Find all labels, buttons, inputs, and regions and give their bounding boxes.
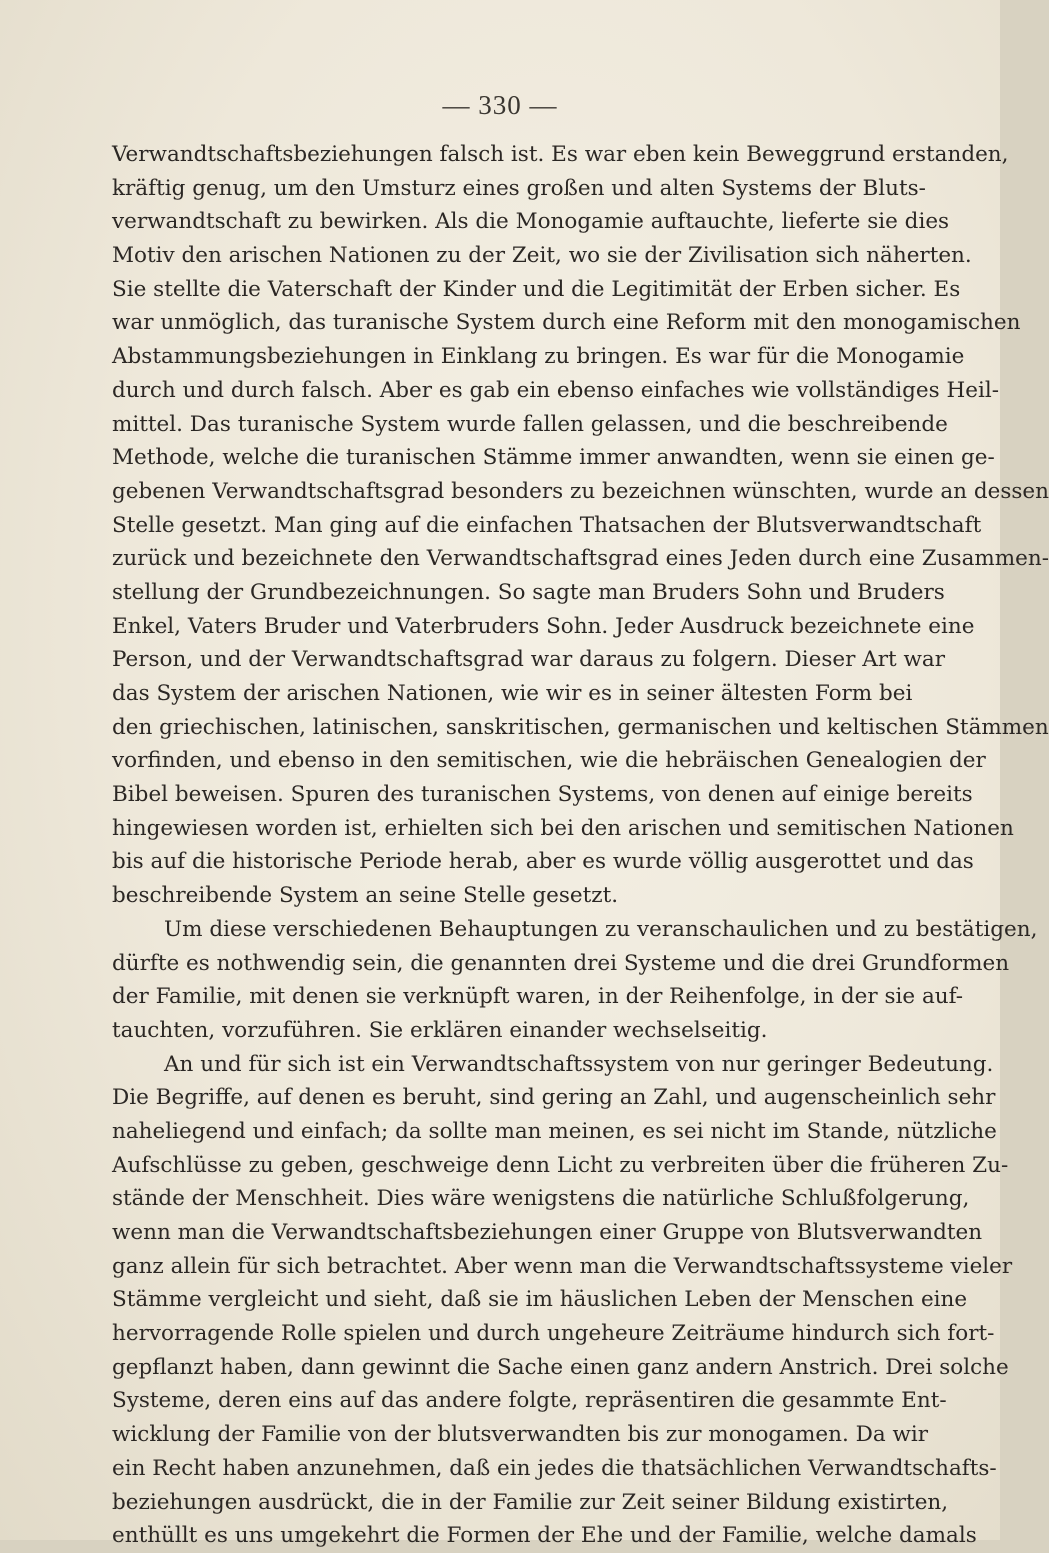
text-line: Enkel, Vaters Bruder und Vaterbruders Sohn. Jeder Ausdruck bezeichnete eine bbox=[112, 613, 975, 639]
text-line: gebenen Verwandtschaftsgrad besonders zu bezeichnen wünschten, wurde an dessen bbox=[112, 478, 1049, 504]
text-line: dürfte es nothwendig sein, die genannten drei Systeme und die drei Grundformen bbox=[112, 950, 1010, 976]
text-line: stände der Menschheit. Dies wäre wenigstens die natürliche Schlußfolgerung, bbox=[112, 1186, 970, 1212]
text-line: tauchten, vorzuführen. Sie erklären einander wechselseitig. bbox=[112, 1017, 768, 1043]
text-line: Stämme vergleicht und sieht, daß sie im häuslichen Leben der Menschen eine bbox=[112, 1287, 968, 1313]
text-line: Systeme, deren eins auf das andere folgte, repräsentiren die gesammte Ent- bbox=[112, 1388, 947, 1414]
text-line: hingewiesen worden ist, erhielten sich bei den arischen und semitischen Nationen bbox=[112, 815, 1014, 841]
text-line: Methode, welche die turanischen Stämme immer anwandten, wenn sie einen ge- bbox=[112, 445, 995, 471]
text-line: das System der arischen Nationen, wie wir es in seiner ältesten Form bei bbox=[112, 681, 913, 706]
text-line: Aufschlüsse zu geben, geschweige denn Licht zu verbreiten über die früheren Zu- bbox=[112, 1152, 1009, 1178]
text-line: kräftig genug, um den Umsturz eines großen und alten Systems der Bluts- bbox=[112, 175, 926, 201]
text-line: der Familie, mit denen sie verknüpft waren, in der Reihenfolge, in der sie auf- bbox=[112, 984, 964, 1010]
text-line: den griechischen, latinischen, sanskritischen, germanischen und keltischen Stämmen bbox=[112, 714, 1049, 740]
text-line: naheliegend und einfach; da sollte man meinen, es sei nicht im Stande, nützliche bbox=[112, 1118, 997, 1144]
text-line: Die Begriffe, auf denen es beruht, sind gering an Zahl, und augenscheinlich sehr bbox=[112, 1085, 996, 1111]
text-line: ein Recht haben anzunehmen, daß ein jedes die thatsächlichen Verwandtschafts- bbox=[112, 1455, 997, 1481]
text-line: bis auf die historische Periode herab, aber es wurde völlig ausgerottet und das bbox=[112, 849, 974, 875]
text-line: enthüllt es uns umgekehrt die Formen der Ehe und der Familie, welche damals bbox=[112, 1523, 977, 1549]
paragraph bbox=[112, 138, 1049, 913]
text-line: mittel. Das turanische System wurde fallen gelassen, und die beschreibende bbox=[112, 411, 948, 437]
text-line: stellung der Grundbezeichnungen. So sagte man Bruders Sohn und Bruders bbox=[112, 579, 945, 605]
text-line: Bibel beweisen. Spuren des turanischen Systems, von denen auf einige bereits bbox=[112, 782, 973, 808]
text-line: beziehungen ausdrückt, die in der Familie zur Zeit seiner Bildung existirten, bbox=[112, 1489, 949, 1515]
text-line: hervorragende Rolle spielen und durch ungeheure Zeiträume hindurch sich fort- bbox=[112, 1321, 995, 1347]
text-line: Sie stellte die Vaterschaft der Kinder und die Legitimität der Erben sicher. Es bbox=[112, 276, 961, 302]
text-line: verwandtschaft zu bewirken. Als die Monogamie auftauchte, lieferte sie dies bbox=[112, 209, 950, 235]
text-line: gepflanzt haben, dann gewinnt die Sache einen ganz andern Anstrich. Drei solche bbox=[112, 1354, 1009, 1380]
text-line: durch und durch falsch. Aber es gab ein ebenso einfaches wie vollständiges Heil- bbox=[112, 377, 1000, 403]
text-line: Abstammungsbeziehungen in Einklang zu bringen. Es war für die Monogamie bbox=[112, 344, 965, 370]
text-line: ganz allein für sich betrachtet. Aber wenn man die Verwandtschaftssysteme vieler bbox=[112, 1253, 1013, 1279]
text-line: Um diese verschiedenen Behauptungen zu veranschaulichen und zu bestätigen, bbox=[164, 916, 1038, 942]
text-line: wenn man die Verwandtschaftsbeziehungen einer Gruppe von Blutsverwandten bbox=[112, 1220, 983, 1245]
text-line: beschreibende System an seine Stelle gesetzt. bbox=[112, 883, 619, 909]
text-line: Person, und der Verwandtschaftsgrad war daraus zu folgern. Dieser Art war bbox=[112, 647, 946, 673]
text-line: vorfinden, und ebenso in den semitischen, wie die hebräischen Genealogien der bbox=[112, 748, 986, 774]
paragraph bbox=[112, 913, 1038, 1048]
text-line: zurück und bezeichnete den Verwandtschaftsgrad eines Jeden durch eine Zusammen- bbox=[112, 546, 1049, 572]
body-text bbox=[112, 138, 1049, 1553]
page-number: — 330 — bbox=[442, 90, 558, 120]
text-line: Stelle gesetzt. Man ging auf die einfachen Thatsachen der Blutsverwandtschaft bbox=[112, 512, 982, 538]
text-line: An und für sich ist ein Verwandtschaftssystem von nur geringer Bedeutung. bbox=[164, 1051, 994, 1077]
text-line: war unmöglich, das turanische System durch eine Reform mit den monogamischen bbox=[112, 310, 1021, 336]
text-line: Verwandtschaftsbeziehungen falsch ist. Es war eben kein Beweggrund erstanden, bbox=[112, 142, 1009, 167]
text-line: Motiv den arischen Nationen zu der Zeit, wo sie der Zivilisation sich näherten. bbox=[112, 243, 972, 269]
text-line: wicklung der Familie von der blutsverwandten bis zur monogamen. Da wir bbox=[112, 1422, 929, 1448]
paragraph bbox=[112, 1048, 1013, 1553]
